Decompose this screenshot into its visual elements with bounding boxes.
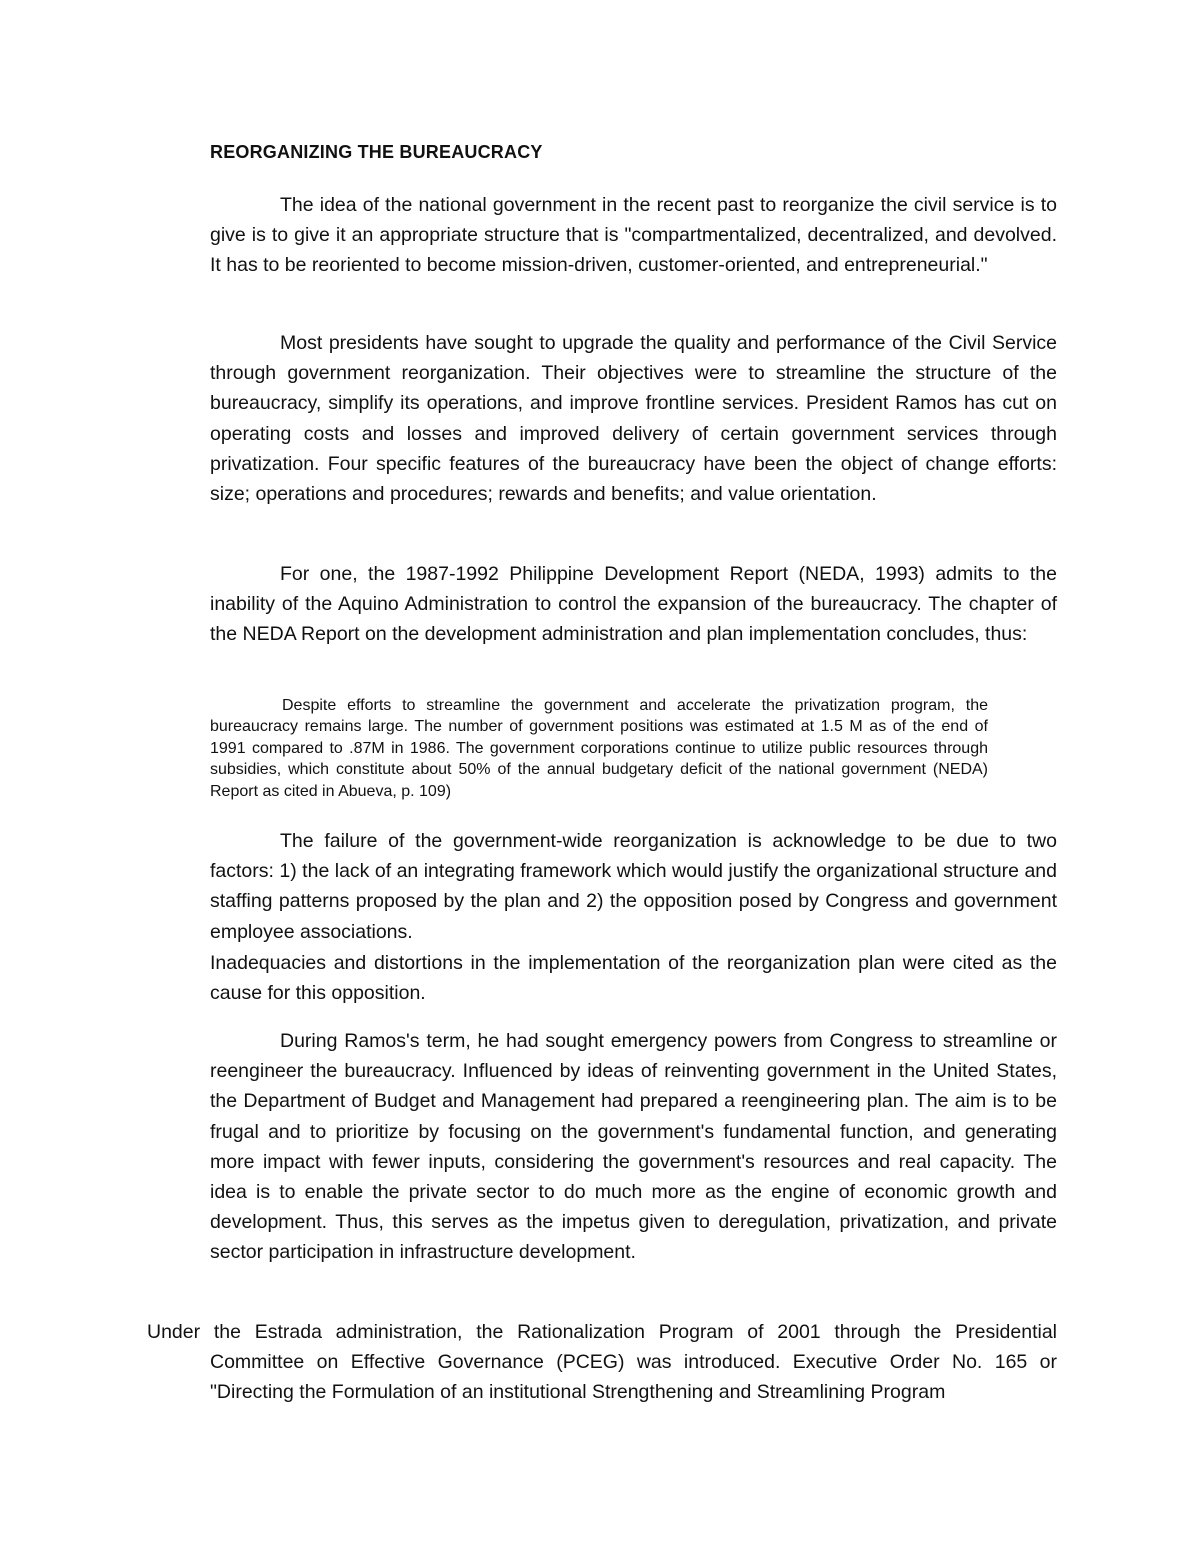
paragraph-ramos-term: During Ramos's term, he had sought emergency powers from Congress to streamline or reengineer the bureaucracy. Influenced by ideas of reinventing government in the United States, the Department of Budget and Management had prepared a reengineering plan. The aim is to be frugal and to prioritize by focusing on the government's fundamental function, and generating more impact with fewer inputs, considering the government's resources and real capacity. The idea is to enable the private sector to do much more as the engine of economic growth and development. Thus, this serves as the impetus given to deregulation, privatization, and private sector participation in infrastructure development. (210, 1030, 1057, 1264)
paragraph-neda-report: For one, the 1987-1992 Philippine Development Report (NEDA, 1993) admits to the inability of the Aquino Administration to control the expansion of the bureaucracy. The chapter of the NEDA Report on the development administration and plan implementation concludes, thus: (210, 563, 1057, 646)
paragraph-presidents-reorganization: Most presidents have sought to upgrade the quality and performance of the Civil Service through government reorganization. Their objectives were to streamline the structure of the bureaucracy, simplify its operations, and improve frontline services. President Ramos has cut on operating costs and losses and improved delivery of certain government services through privatization. Four specific features of the bureaucracy have been the object of change efforts: size; operations and procedures; rewards and benefits; and value orientation. (210, 332, 1057, 506)
paragraph-estrada-administration: Under the Estrada administration, the Rationalization Program of 2001 through the Presidential Committee on Effective Governance (PCEG) was introduced. Executive Order No. 165 or "Directing the Formulation of an institutional Strengthening and Streamlining Program (147, 1321, 1057, 1404)
paragraph-failure-factors: The failure of the government-wide reorganization is acknowledge to be due to two factors: 1) the lack of an integrating framework which would justify the organizational structure and staffing patterns proposed by the plan and 2) the opposition posed by Congress and government employee associations. (210, 830, 1057, 943)
paragraph-civil-service-idea: The idea of the national government in the recent past to reorganize the civil service is to give is to give it an appropriate structure that is "compartmentalized, decentralized, and devolved. It has to be reoriented to become mission-driven, customer-oriented, and entrepreneurial." (210, 194, 1057, 277)
paragraph-inadequacies: Inadequacies and distortions in the implementation of the reorganization plan were cited as the cause for this opposition. (210, 952, 1057, 1005)
section-heading: REORGANIZING THE BUREAUCRACY (210, 142, 543, 162)
block-quote: Despite efforts to streamline the government and accelerate the privatization program, the bureaucracy remains large. The number of government positions was estimated at 1.5 M as of the end of 1991 compared to .87M in 1986. The government corporations continue to utilize public resources through subsidies, which constitute about 50% of the annual budgetary deficit of the national government (NEDA) Report as cited in Abueva, p. 109) (210, 697, 988, 800)
